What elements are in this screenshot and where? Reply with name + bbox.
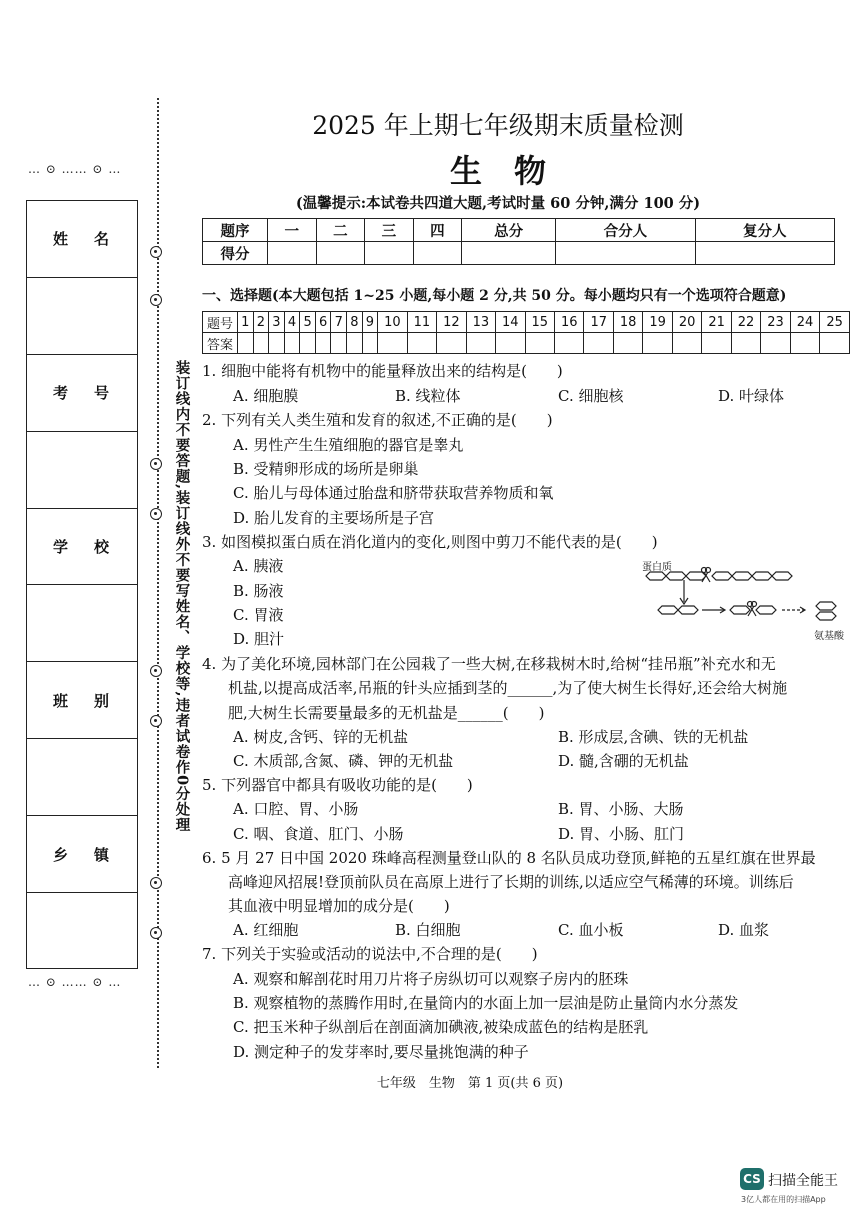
answer-number-cell: 23 xyxy=(761,312,790,333)
answer-number-cell: 13 xyxy=(466,312,495,333)
score-header-cell: 合分人 xyxy=(556,219,695,242)
name-field xyxy=(27,278,137,355)
q2-option-b: B. 受精卵形成的场所是卵巢 xyxy=(233,460,419,478)
answer-cell xyxy=(347,333,363,354)
exam-tip: (温馨提示:本试卷共四道大题,考试时量 60 分钟,满分 100 分) xyxy=(295,195,701,212)
camscanner-logo: CS xyxy=(740,1168,764,1190)
score-header-cell: 题序 xyxy=(203,219,268,242)
q7-option-c: C. 把玉米种子纵剖后在剖面滴加碘液,被染成蓝色的结构是胚乳 xyxy=(233,1018,649,1036)
answer-table xyxy=(202,311,850,354)
binding-hole xyxy=(150,715,162,727)
answer-cell xyxy=(584,333,613,354)
q4-option-a: A. 树皮,含钙、锌的无机盐 xyxy=(233,728,409,746)
answer-cell xyxy=(525,333,554,354)
score-cell xyxy=(695,242,834,265)
score-header-cell: 二 xyxy=(316,219,365,242)
q7-option-d: D. 测定种子的发芽率时,要尽量挑饱满的种子 xyxy=(233,1043,529,1061)
answer-cell xyxy=(820,333,850,354)
question-1-stem: 1. 细胞中能将有机物中的能量释放出来的结构是( ) xyxy=(202,362,563,380)
answer-number-cell: 18 xyxy=(613,312,642,333)
q6-option-b: B. 白细胞 xyxy=(395,921,461,939)
question-3-stem: 3. 如图模拟蛋白质在消化道内的变化,则图中剪刀不能代表的是( ) xyxy=(202,533,658,551)
score-row-label: 得分 xyxy=(203,242,268,265)
answer-cell xyxy=(284,333,300,354)
binding-warning: 装订线内不要答题,装订线外不要写姓名、学校等,违者试卷作0分处理 xyxy=(173,360,191,833)
answer-cell xyxy=(315,333,331,354)
score-table xyxy=(202,218,835,265)
q6-option-a: A. 红细胞 xyxy=(233,921,299,939)
answer-cell xyxy=(466,333,495,354)
watermark-slogan: 3亿人都在用的扫描App xyxy=(741,1195,826,1204)
q1-option-d: D. 叶绿体 xyxy=(718,387,785,405)
score-cell xyxy=(556,242,695,265)
student-info-panel xyxy=(26,200,138,969)
q6-option-d: D. 血浆 xyxy=(718,921,770,939)
q1-option-c: C. 细胞核 xyxy=(558,387,624,405)
answer-header: 题号 xyxy=(203,312,238,333)
q5-option-c: C. 咽、食道、肛门、小肠 xyxy=(233,825,404,843)
answer-number-cell: 4 xyxy=(284,312,300,333)
section-title: 一、选择题(本大题包括 1~25 小题,每小题 2 分,共 50 分。每小题均只有一个选项符合题意) xyxy=(202,288,787,304)
answer-number-cell: 17 xyxy=(584,312,613,333)
answer-cell xyxy=(437,333,466,354)
answer-cell xyxy=(253,333,269,354)
answer-number-cell: 12 xyxy=(437,312,466,333)
q6-option-c: C. 血小板 xyxy=(558,921,624,939)
answer-cell xyxy=(643,333,672,354)
answer-number-cell: 3 xyxy=(269,312,285,333)
q2-option-a: A. 男性产生生殖细胞的器官是睾丸 xyxy=(233,436,464,454)
answer-number-cell: 2 xyxy=(253,312,269,333)
binding-hole xyxy=(150,508,162,520)
question-4-stem-line2: 机盐,以提高成活率,吊瓶的针头应插到茎的______,为了使大树生长得好,还会给大树施 xyxy=(228,679,788,697)
answer-number-cell: 8 xyxy=(347,312,363,333)
answer-number-cell: 14 xyxy=(496,312,525,333)
q7-option-b: B. 观察植物的蒸腾作用时,在量筒内的水面上加一层油是防止量筒内水分蒸发 xyxy=(233,994,739,1012)
answer-number-cell: 20 xyxy=(672,312,701,333)
score-header-cell: 复分人 xyxy=(695,219,834,242)
q4-option-d: D. 髓,含硼的无机盐 xyxy=(558,752,689,770)
answer-cell xyxy=(672,333,701,354)
exam-number-label: 考号 xyxy=(27,355,137,432)
q4-option-b: B. 形成层,含碘、铁的无机盐 xyxy=(558,728,749,746)
question-2-stem: 2. 下列有关人类生殖和发育的叙述,不正确的是( ) xyxy=(202,411,553,429)
exam-number-field xyxy=(27,432,137,509)
answer-cell xyxy=(761,333,790,354)
answer-cell xyxy=(613,333,642,354)
top-dots: … ⊙ …… ⊙ … xyxy=(28,162,122,176)
answer-cell xyxy=(555,333,584,354)
score-cell xyxy=(413,242,462,265)
binding-hole xyxy=(150,927,162,939)
township-field xyxy=(27,893,137,970)
q2-option-c: C. 胎儿与母体通过胎盘和脐带获取营养物质和氧 xyxy=(233,484,554,502)
question-6-stem-line3: 其血液中明显增加的成分是( ) xyxy=(228,897,450,915)
answer-number-cell: 10 xyxy=(378,312,407,333)
score-cell xyxy=(268,242,317,265)
name-label: 姓名 xyxy=(27,201,137,278)
score-cell xyxy=(462,242,556,265)
page-footer: 七年级 生物 第 1 页(共 6 页) xyxy=(376,1076,564,1091)
binding-hole xyxy=(150,458,162,470)
q3-option-b: B. 肠液 xyxy=(233,582,284,600)
q1-option-a: A. 细胞膜 xyxy=(233,387,299,405)
bottom-dots: … ⊙ …… ⊙ … xyxy=(28,975,122,989)
q5-option-a: A. 口腔、胃、小肠 xyxy=(233,800,359,818)
q2-option-d: D. 胎儿发育的主要场所是子宫 xyxy=(233,509,435,527)
answer-label: 答案 xyxy=(203,333,238,354)
question-4-stem-line1: 4. 为了美化环境,园林部门在公园栽了一些大树,在移栽树木时,给树“挂吊瓶”补充水和无 xyxy=(202,655,776,673)
answer-cell xyxy=(496,333,525,354)
question-5-stem: 5. 下列器官中都具有吸收功能的是( ) xyxy=(202,776,473,794)
answer-cell xyxy=(702,333,731,354)
answer-cell xyxy=(731,333,760,354)
question-6-stem-line2: 高峰迎风招展!登顶前队员在高原上进行了长期的训练,以适应空气稀薄的环境。训练后 xyxy=(228,873,794,891)
answer-cell xyxy=(238,333,254,354)
score-header-cell: 三 xyxy=(365,219,414,242)
question-4-stem-line3: 肥,大树生长需要量最多的无机盐是______( ) xyxy=(228,704,545,722)
score-header-cell: 一 xyxy=(268,219,317,242)
answer-number-cell: 21 xyxy=(702,312,731,333)
answer-number-cell: 1 xyxy=(238,312,254,333)
answer-number-cell: 6 xyxy=(315,312,331,333)
answer-number-cell: 7 xyxy=(331,312,347,333)
protein-digestion-figure xyxy=(640,556,855,640)
score-header-cell: 四 xyxy=(413,219,462,242)
score-cell xyxy=(365,242,414,265)
binding-hole xyxy=(150,246,162,258)
school-label: 学校 xyxy=(27,509,137,586)
answer-number-cell: 24 xyxy=(790,312,819,333)
subject-title: 生 物 xyxy=(449,152,546,190)
class-field xyxy=(27,739,137,816)
binding-hole xyxy=(150,294,162,306)
answer-cell xyxy=(331,333,347,354)
answer-number-cell: 25 xyxy=(820,312,850,333)
exam-title: 2025 年上期七年级期末质量检测 xyxy=(312,111,684,140)
q1-option-b: B. 线粒体 xyxy=(395,387,461,405)
answer-number-cell: 16 xyxy=(555,312,584,333)
answer-number-cell: 22 xyxy=(731,312,760,333)
school-field xyxy=(27,585,137,662)
q3-option-a: A. 胰液 xyxy=(233,557,284,575)
binding-line xyxy=(157,98,159,1068)
protein-label: 蛋白质 xyxy=(642,562,672,573)
answer-cell xyxy=(362,333,378,354)
q7-option-a: A. 观察和解剖花时用刀片将子房纵切可以观察子房内的胚珠 xyxy=(233,970,629,988)
binding-hole xyxy=(150,877,162,889)
answer-number-cell: 5 xyxy=(300,312,316,333)
answer-cell xyxy=(269,333,285,354)
q5-option-b: B. 胃、小肠、大肠 xyxy=(558,800,684,818)
q3-option-c: C. 胃液 xyxy=(233,606,284,624)
answer-cell xyxy=(378,333,407,354)
answer-cell xyxy=(790,333,819,354)
question-7-stem: 7. 下列关于实验或活动的说法中,不合理的是( ) xyxy=(202,945,538,963)
question-6-stem-line1: 6. 5 月 27 日中国 2020 珠峰高程测量登山队的 8 名队员成功登顶,鲜艳的五星红旗在世界最 xyxy=(202,849,816,867)
township-label: 乡镇 xyxy=(27,816,137,893)
answer-cell xyxy=(407,333,436,354)
answer-cell xyxy=(300,333,316,354)
answer-number-cell: 11 xyxy=(407,312,436,333)
q4-option-c: C. 木质部,含氮、磷、钾的无机盐 xyxy=(233,752,454,770)
watermark-name: 扫描全能王 xyxy=(768,1173,838,1189)
score-header-cell: 总分 xyxy=(462,219,556,242)
amino-acid-label: 氨基酸 xyxy=(814,631,844,642)
binding-hole xyxy=(150,665,162,677)
q3-option-d: D. 胆汁 xyxy=(233,630,285,648)
digestion-diagram xyxy=(640,556,855,640)
score-cell xyxy=(316,242,365,265)
answer-number-cell: 15 xyxy=(525,312,554,333)
q5-option-d: D. 胃、小肠、肛门 xyxy=(558,825,685,843)
answer-number-cell: 9 xyxy=(362,312,378,333)
answer-number-cell: 19 xyxy=(643,312,672,333)
class-label: 班别 xyxy=(27,662,137,739)
